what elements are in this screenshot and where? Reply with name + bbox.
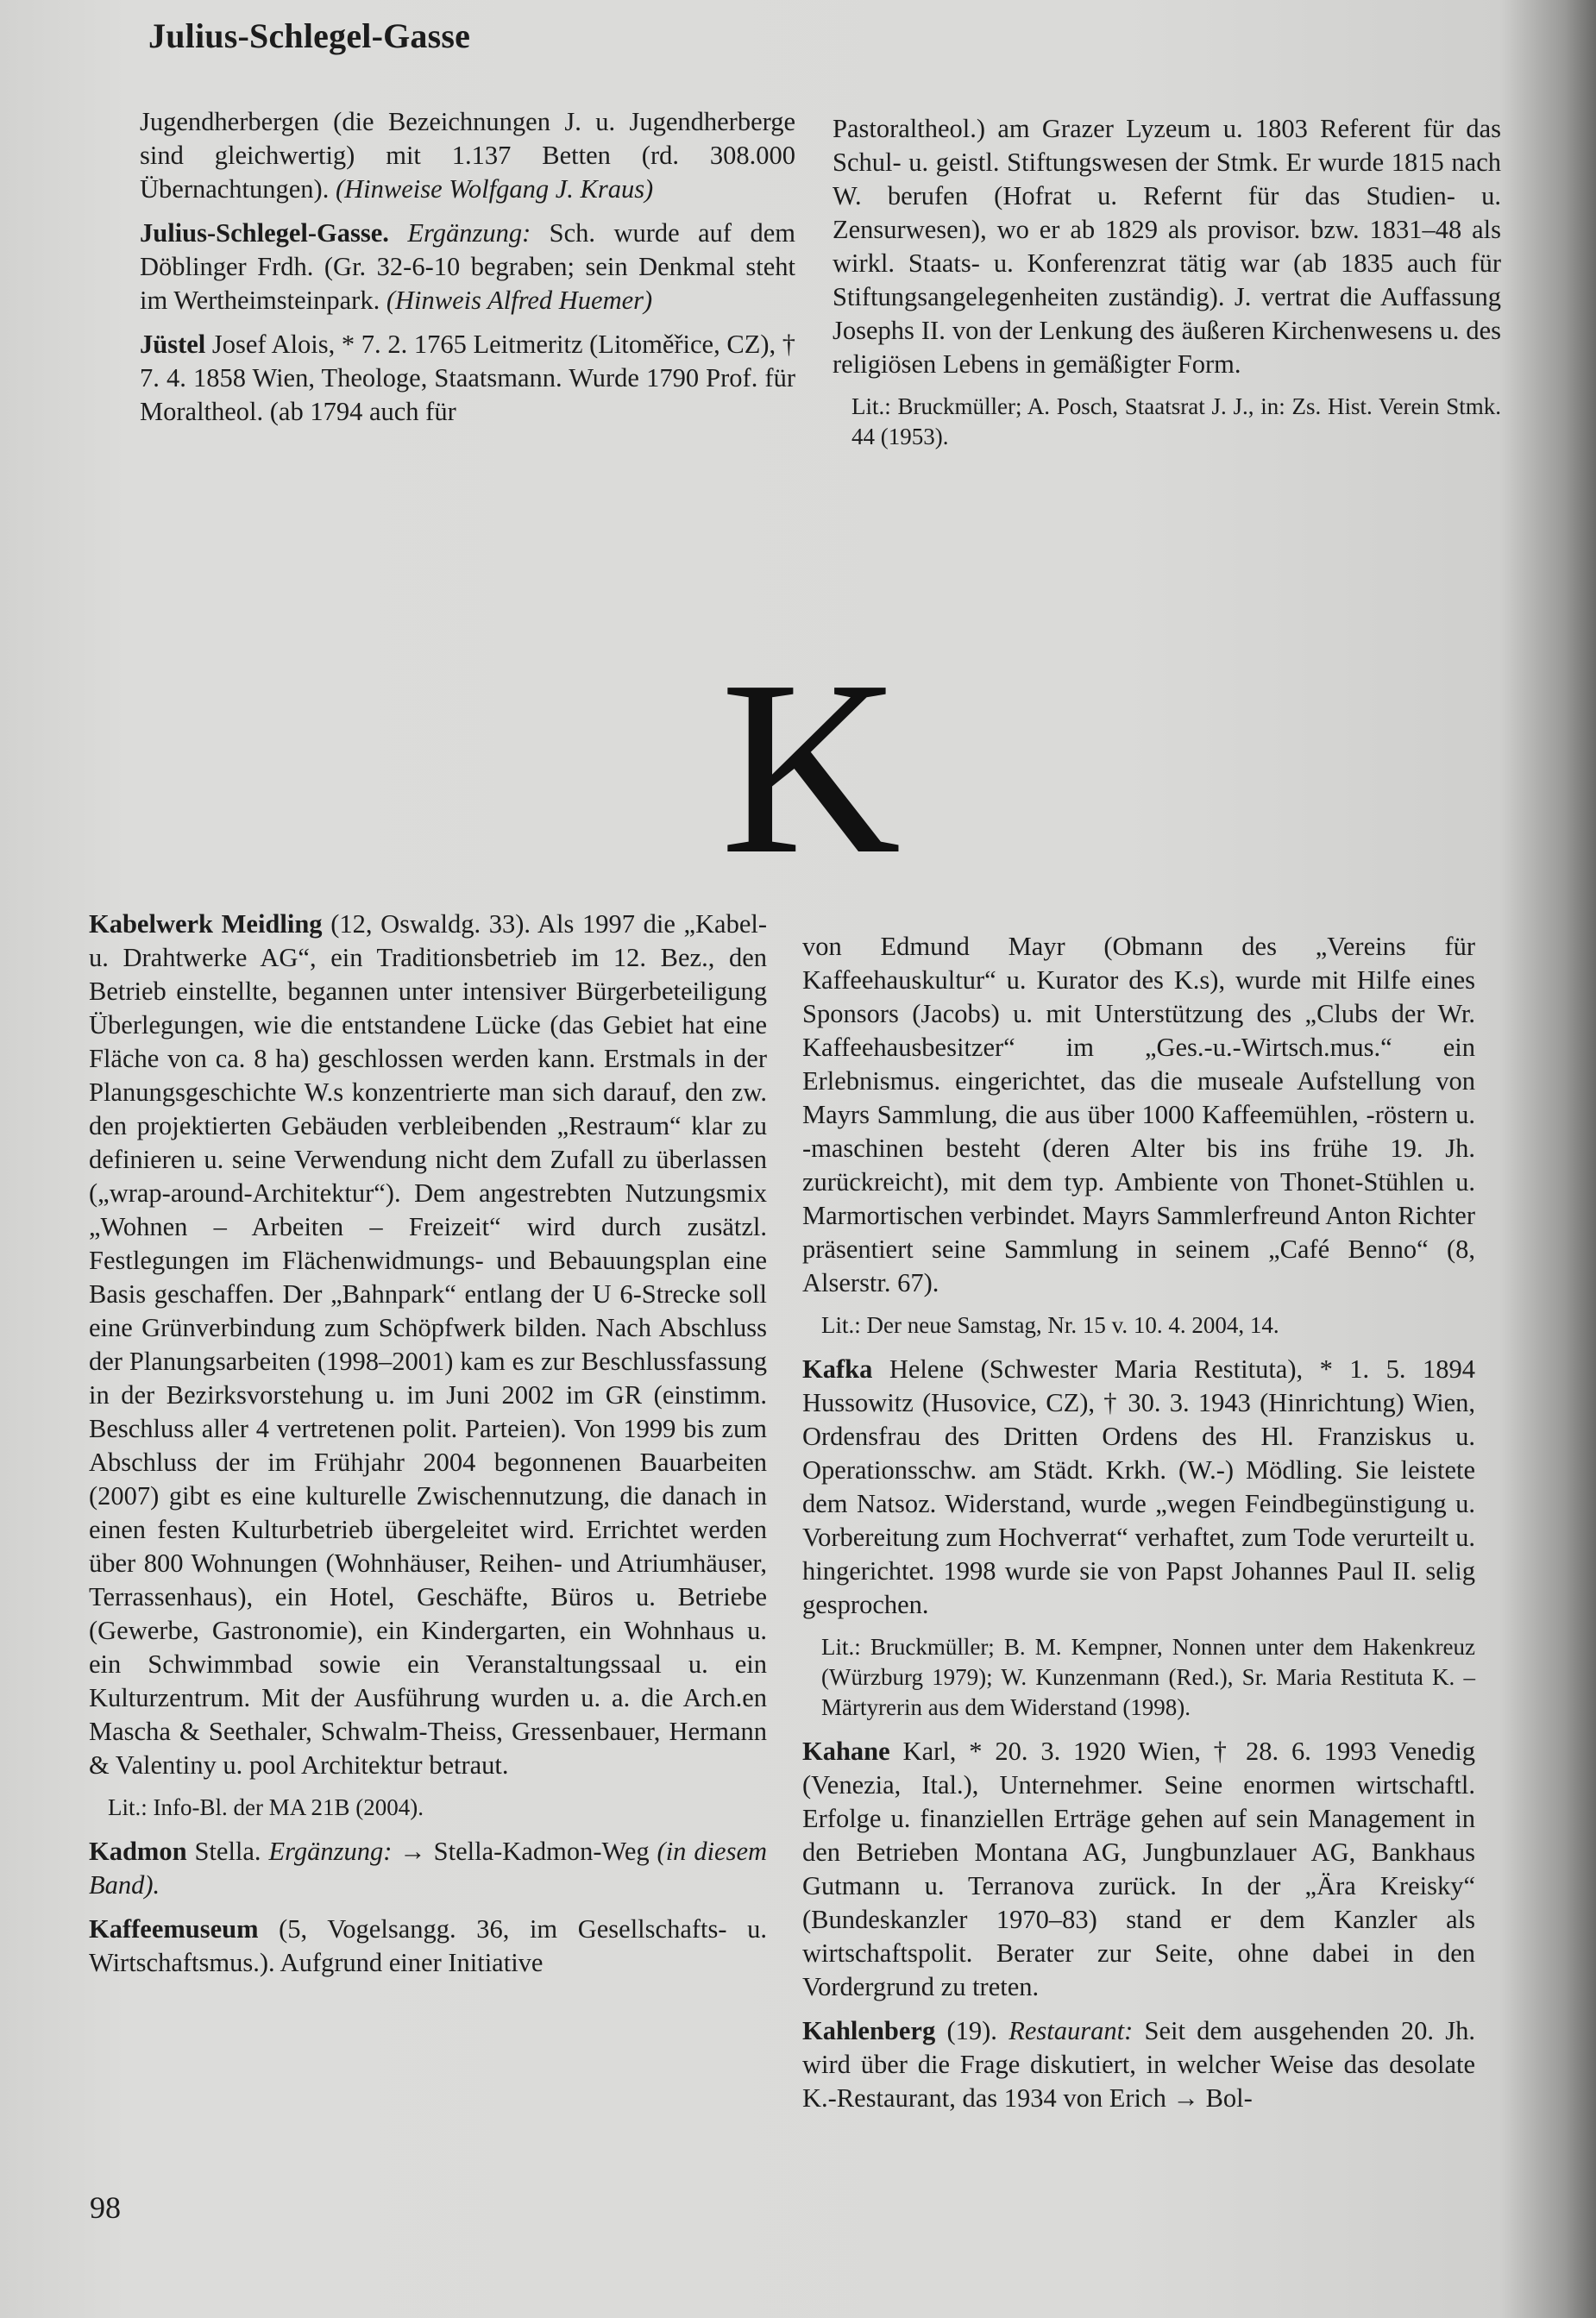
entry-text: (12, Oswaldg. 33). Als 1997 die „Kabel- u. Drahtwerke AG“, ein Traditionsbetrieb im 12. Bez., den Betrieb einstellte, begannen unter intensiver Bürgerbeteiligung Überlegungen, wie die entstandene Lücke (das Gebiet hat eine Fläche von ca. 8 ha) geschlossen werden kann. Erstmals in der Planungsgeschichte W.s konzentrierte man sich darauf, den zw. den projektierten Gebäuden verbleibenden „Restraum“ klar zu definieren u. seine Verwendung nicht dem Zufall zu überlassen („wrap-around-Architektur“). Dem angestrebten Nutzungsmix „Wohnen – Arbeiten – Freizeit“ wird durch zusätzl. Festlegungen im Flächenwidmungs- und Bebauungsplan eine Basis geschaffen. Der „Bahnpark“ entlang der U 6-Strecke soll eine Grünverbindung zum Schöpfwerk bilden. Nach Abschluss der Planungsarbeiten (1998–2001) kam es zur Beschlussfassung in der Bezirksvorstehung u. im Juni 2002 im GR (einstimm. Beschluss aller 4 vertretenen polit. Parteien). Von 1999 bis zum Abschluss der im Frühjahr 2004 begonnenen Bauarbeiten (2007) gibt es eine kulturelle Zwischennutzung, die danach in einen festen Kulturbetrieb übergeleitet wird. Errichtet werden über 800 Wohnungen (Wohnhäuser, Reihen- und Atriumhäuser, Terrassenhaus), ein Hotel, Geschäfte, Büros u. Betriebe (Gewerbe, Gastronomie), ein Kindergarten, ein Wohnhaus u. ein Schwimmbad sowie ein Veranstaltungssaal u. ein Kulturzentrum. Mit der Ausführung wurden u. a. die Arch.en Mascha & Seethaler, Schwalm-Theiss, Gressenbauer, Hermann & Valentiny u. pool Architektur betraut. [89,909,768,1780]
entry-headword: Kahane [802,1737,890,1766]
entry-reference: → Stella-Kadmon-Weg [399,1837,650,1866]
entry-label: Restaurant: [1008,2016,1134,2045]
entry-kabelwerk-meidling [89,908,767,1782]
entry-text: von Edmund Mayr (Obmann des „Vereins für Kaffeehauskultur“ u. Kurator des K.s), wurde mit Hilfe eines Sponsors (Jacobs) u. mit Unterstützung des „Clubs der Wr. Kaffeehausbesitzer“ im „Ges.-u.-Wirtsch.mus.“ ein Erlebnismus. eingerichtet, das die museale Aufstellung von Mayrs Sammlung, die aus über 1000 Kaffeemühlen, -röstern u. -maschinen besteht (deren Alter bis ins frühe 19. Jh. zurückreicht), mit dem typ. Ambiente von Thonet-Stühlen u. Marmortischen verbindet. Mayrs Sammlerfreund Anton Richter präsentiert seine Sammlung in seinem „Café Benno“ (8, Alserstr. 67). [802,932,1475,1297]
column-top-left [140,105,795,439]
entry-julius-schlegel-gasse [140,217,795,317]
column-top-right [833,112,1501,464]
entry-kadmon [89,1835,767,1902]
entry-literature: Lit.: Bruckmüller; A. Posch, Staatsrat J. J., in: Zs. Hist. Verein Stmk. 44 (1953). [851,393,1501,449]
entry-kahlenberg [802,2014,1475,2115]
entry-text: Pastoraltheol.) am Grazer Lyzeum u. 1803 Referent für das Schul- u. geistl. Stiftungswesen der Stmk. Er wurde 1815 nach W. berufen (Hofrat u. Refernt für das Studien- u. Zensurwesen), wo er ab 1829 als provisor. bzw. 1831–48 als wirkl. Staats- u. Konferenzrat tätig war (ab 1835 auch für Stiftungsangelegenheiten zuständig). J. vertrat die Auffassung Josephs II. von der Lenkung des äußeren Kirchenwesens u. des religiösen Lebens in gemäßigter Form. [833,114,1501,379]
entry-juestel [140,328,795,429]
entry-headword: Julius-Schlegel-Gasse. [140,218,389,248]
entry-headword: Kahlenberg [802,2016,936,2045]
entry-label: Ergänzung: [407,218,531,248]
running-head: Julius-Schlegel-Gasse [148,16,471,55]
entry-note: (in diesem Band). [89,1837,768,1900]
entry-headword: Jüstel [140,330,206,359]
entry-text: Sch. wurde auf dem Döblinger Frdh. (Gr. 32-6-10 begraben; sein Denkmal steht im Wertheimsteinpark. [140,218,795,315]
entry-text: Jugendherbergen (die Bezeichnungen J. u. Jugendherberge sind gleichwertig) mit 1.137 Betten (rd. 308.000 Übernachtungen). [140,107,795,204]
entry-kaffeemuseum [89,1913,767,1980]
entry-text: Josef Alois, * 7. 2. 1765 Leitmeritz (Litoměřice, CZ), † 7. 4. 1858 Wien, Theologe, Staatsmann. Wurde 1790 Prof. für Moraltheol. (ab 1794 auch für [140,330,796,426]
entry-headword: Kafka [802,1354,873,1384]
section-letter: K [720,629,902,906]
entry-headword: Kadmon [89,1837,187,1866]
entry-kaffeemuseum-continued [802,930,1475,1300]
entry-label: Ergänzung: [268,1837,393,1866]
entry-text: (5, Vogelsangg. 36, im Gesellschafts- u. Wirtschaftsmus.). Aufgrund einer Initiative [89,1914,767,1977]
entry-text: Karl, * 20. 3. 1920 Wien, † 28. 6. 1993 Venedig (Venezia, Ital.), Unternehmer. Seine enormen wirtschaftl. Erfolge u. finanziellen Erträge gehen auf sein Management in den Betrieben Montana AG, Jungbunzlauer AG, Bankhaus Gutmann u. Terranova zurück. In der „Ära Kreisky“ (Bundeskanzler 1970–83) stand er dem Kanzler als wirtschaftspolit. Berater zur Seite, ohne dabei in den Vordergrund zu treten. [802,1737,1475,2001]
entry-text: (19). [946,2016,997,2045]
entry-juestel-continued [833,112,1501,381]
entry-text: Seit dem ausgehenden 20. Jh. wird über die Frage diskutiert, in welcher Weise das desolate K.-Restaurant, das 1934 von Erich → Bol- [802,2016,1475,2113]
entry-literature: Lit.: Bruckmüller; B. M. Kempner, Nonnen unter dem Hakenkreuz (Würzburg 1979); W. Kunzenmann (Red.), Sr. Maria Restituta K. – Märtyrerin aus dem Widerstand (1998). [821,1634,1475,1720]
page-number: 98 [90,2190,121,2225]
entry-headword: Kabelwerk Meidling [89,909,323,939]
column-bottom-left [89,908,767,1990]
entry-note: (Hinweis Alfred Huemer) [386,286,653,315]
entry-kafka [802,1353,1475,1622]
column-bottom-right [802,930,1475,2126]
entry-jugendherbergen-continued [140,105,795,206]
entry-text: Helene (Schwester Maria Restituta), * 1. 5. 1894 Hussowitz (Husovice, CZ), † 30. 3. 1943 (Hinrichtung) Wien, Ordensfrau des Dritten Ordens des Hl. Franziskus u. Operationsschw. am Städt. Krkh. (W.-) Mödling. Sie leistete dem Natsoz. Widerstand, wurde „wegen Feindbegünstigung u. Vorbereitung zum Hochverrat“ verhaftet, zum Tode verurteilt u. hingerichtet. 1998 wurde sie von Papst Johannes Paul II. selig gesprochen. [802,1354,1475,1619]
entry-literature: Lit.: Info-Bl. der MA 21B (2004). [108,1794,424,1820]
entry-note: (Hinweise Wolfgang J. Kraus) [335,174,654,204]
entry-kahane [802,1735,1475,2004]
entry-literature: Lit.: Der neue Samstag, Nr. 15 v. 10. 4. 2004, 14. [821,1312,1279,1338]
entry-headword: Kaffeemuseum [89,1914,259,1944]
entry-text: Stella. [194,1837,261,1866]
